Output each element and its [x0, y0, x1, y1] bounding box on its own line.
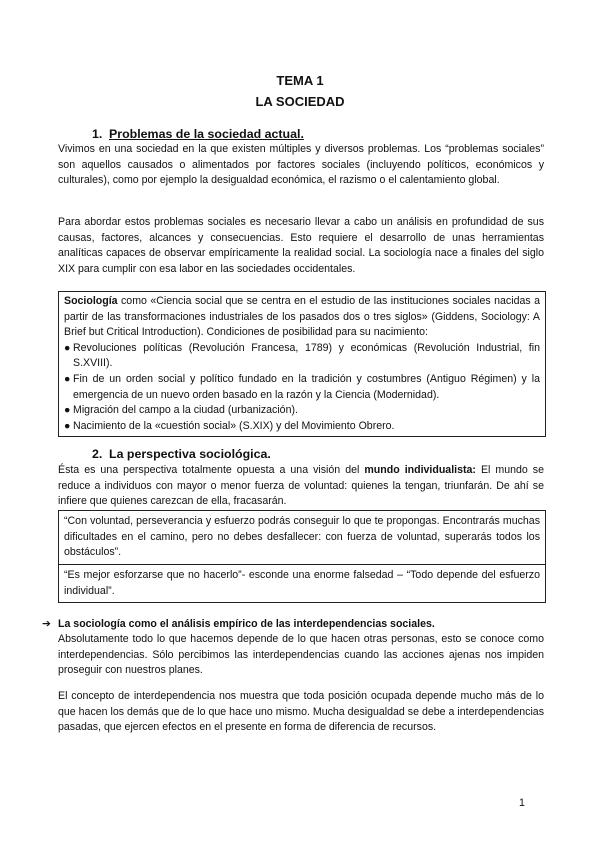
- individualist-world-term: mundo individualista:: [364, 464, 476, 476]
- bullet-icon: ●: [64, 341, 71, 354]
- subsection-paragraph-2: El concepto de interdependencia nos muestra que toda posición ocupada depende mucho más de lo que hacen los demás que de lo que hace uno mismo. Mucha desigualdad se debe a interdependencias pasadas, que ejercen efectos en el presente en forma de diferencia de recursos.: [58, 690, 544, 734]
- sociology-definition-box: [58, 291, 546, 437]
- definition-term: Sociología: [64, 295, 118, 307]
- quote-effort: “Es mejor esforzarse que no hacerlo”- esconde una enorme falsedad – “Todo depende del esfuerzo individual”.: [58, 564, 546, 603]
- section2-heading: [92, 447, 271, 463]
- section1-title: Problemas de la sociedad actual.: [109, 127, 304, 141]
- definition-text: [64, 294, 540, 341]
- section1-heading: [92, 127, 304, 143]
- subsection-paragraph-1: Absolutamente todo lo que hacemos depende de lo que hacen otras personas, esto se conoce como interdependencias. Sólo percibimos las interdependencias cuando las acciones ajenas nos impiden proseguir con nuestros planes.: [58, 633, 544, 677]
- quote-willpower: “Con voluntad, perseverancia y esfuerzo podrás conseguir lo que te propongas. Encontrarás muchas dificultades en el camino, pero no debes desfallecer: con fuerza de voluntad, superarás todos los obstáculos”.: [58, 510, 546, 565]
- subsection-heading: [42, 617, 435, 633]
- document-title: TEMA 1: [276, 73, 324, 88]
- section1-paragraph-1: Vivimos en una sociedad en la que existen múltiples y diversos problemas. Los “problemas sociales” son aquellos causados o alimentados por factores sociales (incluyendo políticos, económicos y culturales), como por ejemplo la desigualdad económica, el razismo o el calentamiento global.: [58, 143, 544, 187]
- list-item: ● Fin de un orden social y político fundado en la tradición y costumbres (Antiguo Régimen) y la emergencia de un nuevo orden basado en la razón y la Ciencia (Modernidad).: [64, 372, 540, 401]
- section2-intro: Ésta es una perspectiva totalmente opuesta a una visión del mundo individualista: El mundo se reduce a individuos con mayor o menor fuerza de voluntad: quienes la tengan, triunfarán. De ahí se infiere que quienes carezcan de ella, fracasarán.: [58, 464, 544, 508]
- subsection-title: La sociología como el análisis empírico de las interdependencias sociales.: [58, 618, 435, 630]
- section2-number: 2.: [92, 447, 103, 461]
- definition-body: como «Ciencia social que se centra en el estudio de las instituciones sociales nacidas a partir de las transformaciones industriales de los pasados dos o tres siglos» (Giddens, Sociology: A Brief but Critical Introduction). Condiciones de posibilidad para su nacimiento:: [64, 295, 540, 339]
- bullet-icon: ●: [64, 372, 71, 385]
- arrow-icon: ➔: [42, 618, 51, 630]
- section2-title: La perspectiva sociológica.: [109, 447, 271, 461]
- list-item: ● Nacimiento de la «cuestión social» (S.XIX) y del Movimiento Obrero.: [64, 419, 540, 435]
- list-item: ● Migración del campo a la ciudad (urbanización).: [64, 403, 540, 419]
- section1-paragraph-2: Para abordar estos problemas sociales es necesario llevar a cabo un análisis en profundidad de sus causas, factores, alcances y consecuencias. Esto requiere el desarrollo de unas herramientas analíticas capaces de observar empíricamente la realidad social. La sociología nace a finales del siglo XIX para cumplir con esa labor en las sociedades occidentales.: [58, 216, 544, 275]
- section1-number: 1.: [92, 127, 103, 141]
- page-number: 1: [519, 797, 525, 809]
- conditions-list: [64, 341, 540, 435]
- bullet-icon: ●: [64, 404, 71, 417]
- document-subtitle: LA SOCIEDAD: [255, 94, 345, 109]
- bullet-icon: ●: [64, 419, 71, 432]
- list-item: ● Revoluciones políticas (Revolución Francesa, 1789) y económicas (Revolución Industrial, fin S.XVIII).: [64, 341, 540, 370]
